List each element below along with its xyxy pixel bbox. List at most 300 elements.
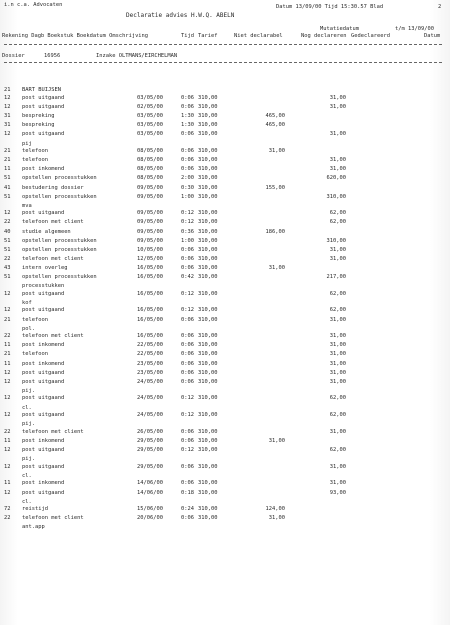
entry-description: bespreking	[22, 113, 55, 120]
entry-time: 0:42	[181, 274, 194, 280]
entry-time: 0:06	[181, 316, 194, 323]
entry-date: 14/06/00	[137, 489, 163, 496]
entry-date: 29/05/00	[137, 447, 163, 453]
entry-time: 0:12	[181, 307, 194, 314]
table-row	[0, 247, 450, 253]
dossier-number: 16956	[44, 53, 61, 59]
entry-note: pol.	[22, 325, 35, 332]
entry-to-declare: 62,00	[329, 447, 346, 453]
entry-description: telefoon met client	[22, 255, 84, 262]
entry-time: 0:24	[181, 506, 194, 513]
entry-note-row	[0, 524, 450, 530]
entry-rate: 310,00	[198, 447, 218, 453]
entry-time: 0:06	[181, 437, 194, 444]
table-row	[0, 113, 450, 119]
entry-date: 12/05/00	[137, 255, 163, 262]
table-row	[0, 274, 450, 280]
entry-to-declare: 62,00	[329, 412, 346, 419]
mutation-date-label: Mutatiedatum	[320, 26, 359, 32]
entry-description: telefoon	[22, 157, 48, 164]
entry-date: 08/05/00	[137, 157, 163, 164]
entry-rate: 310,00	[198, 290, 218, 297]
entry-code: 72	[4, 506, 11, 513]
entry-rate: 310,00	[198, 104, 218, 111]
entry-note-row	[0, 203, 450, 209]
entry-note: cl.	[22, 472, 32, 479]
entry-description: bespreking	[22, 122, 55, 129]
entry-description: opstellen processtukken	[22, 274, 97, 280]
entry-time: 0:06	[181, 131, 194, 138]
entry-code: 22	[4, 515, 11, 522]
entry-rate: 310,00	[198, 489, 218, 496]
entry-description: post uitgaand	[22, 131, 65, 138]
entry-date: 29/05/00	[137, 437, 163, 444]
entry-to-declare: 62,00	[329, 290, 346, 297]
entry-rate: 310,00	[198, 428, 218, 435]
entry-description: telefoon met client	[22, 333, 84, 340]
entry-date: 29/05/00	[137, 463, 163, 470]
table-row	[0, 464, 450, 470]
page-title: Declaratie advies H.W.Q. ABELN	[126, 12, 235, 19]
entry-note: kof	[22, 299, 32, 306]
table-row	[0, 490, 450, 496]
entry-date: 16/05/00	[137, 290, 163, 297]
entry-rate: 310,00	[198, 307, 218, 314]
table-row	[0, 333, 450, 339]
entry-code: 21	[4, 316, 11, 323]
entry-time: 0:30	[181, 184, 194, 191]
entry-note: processtukken	[22, 283, 65, 290]
entry-to-declare: 620,00	[326, 175, 346, 182]
entry-code: 31	[4, 113, 11, 120]
entry-date: 08/05/00	[137, 166, 163, 173]
table-row	[0, 104, 450, 110]
entry-time: 0:06	[181, 148, 194, 155]
entry-description: post uitgaand	[22, 412, 65, 419]
entry-code: 12	[4, 463, 11, 470]
entry-time: 0:06	[181, 360, 194, 367]
table-row	[0, 447, 450, 453]
entry-date: 08/05/00	[137, 148, 163, 155]
entry-rate: 310,00	[198, 316, 218, 323]
entry-to-declare: 31,00	[329, 378, 346, 385]
entry-description: post inkomend	[22, 166, 65, 173]
entry-code: 11	[4, 166, 11, 173]
table-row	[0, 175, 450, 181]
entry-not-declarable: 124,00	[265, 506, 285, 513]
entry-to-declare: 31,00	[329, 255, 346, 262]
entry-code: 22	[4, 219, 11, 226]
table-row	[0, 131, 450, 137]
entry-date: 23/05/00	[137, 369, 163, 376]
entry-description: post inkomend	[22, 360, 65, 367]
entry-code: 12	[4, 131, 11, 138]
table-row	[0, 379, 450, 385]
entry-description: studie algemeen	[22, 228, 71, 235]
entry-code: 40	[4, 228, 11, 235]
entry-description: reistijd	[22, 506, 48, 513]
entry-rate: 310,00	[198, 95, 218, 101]
entry-rate: 310,00	[198, 237, 218, 244]
entry-code: 12	[4, 447, 11, 453]
entry-date: 08/05/00	[137, 175, 163, 182]
entry-code: 12	[4, 489, 11, 496]
entry-code: 11	[4, 360, 11, 367]
entry-description: telefoon met client	[22, 428, 84, 435]
column-header-time: Tijd	[181, 33, 194, 39]
entry-description: post uitgaand	[22, 378, 65, 385]
entry-time: 0:12	[181, 210, 194, 217]
entry-rate: 310,00	[198, 264, 218, 271]
entry-not-declarable: 465,00	[265, 113, 285, 120]
column-header-date: Datum	[424, 33, 441, 39]
entry-rate: 310,00	[198, 506, 218, 513]
entry-code: 21	[4, 148, 11, 155]
entry-code: 51	[4, 246, 11, 253]
column-header-declared: Gedeclareerd	[351, 33, 390, 39]
table-row	[0, 194, 450, 200]
table-row	[0, 370, 450, 376]
entry-description: telefoon	[22, 148, 48, 155]
entry-to-declare: 62,00	[329, 210, 346, 217]
entry-code: 31	[4, 122, 11, 129]
column-header-rate: Tarief	[198, 33, 218, 39]
entry-description: bestudering dossier	[22, 184, 84, 191]
entry-date: 20/06/00	[137, 515, 163, 522]
entry-time: 0:12	[181, 290, 194, 297]
entry-to-declare: 31,00	[329, 333, 346, 340]
entry-note: mva	[22, 202, 32, 209]
entry-not-declarable: 186,00	[265, 228, 285, 235]
entry-code: 12	[4, 210, 11, 217]
entry-to-declare: 31,00	[329, 351, 346, 358]
entry-rate: 310,00	[198, 122, 218, 129]
entry-rate: 310,00	[198, 255, 218, 262]
entry-code: 12	[4, 290, 11, 297]
entry-rate: 310,00	[198, 131, 218, 138]
entry-rate: 310,00	[198, 437, 218, 444]
entry-not-declarable: 465,00	[265, 122, 285, 129]
entry-date: 09/05/00	[137, 228, 163, 235]
entry-date: 02/05/00	[137, 104, 163, 111]
entry-rate: 310,00	[198, 175, 218, 182]
entry-description: opstellen processtukken	[22, 246, 97, 253]
entry-to-declare: 31,00	[329, 131, 346, 138]
entry-date: 24/05/00	[137, 395, 163, 402]
entry-note: cl.	[22, 404, 32, 411]
column-headers-left: Rekening Dagb Boekstuk Boekdatum Omschrijving	[2, 33, 149, 39]
entry-time: 0:12	[181, 447, 194, 453]
table-row	[0, 95, 450, 101]
entry-rate: 310,00	[198, 360, 218, 367]
entry-time: 0:12	[181, 412, 194, 419]
table-row	[0, 166, 450, 172]
entry-description: post uitgaand	[22, 369, 65, 376]
entry-description: intern overleg	[22, 264, 68, 271]
entry-code: 12	[4, 104, 11, 111]
entry-description: post uitgaand	[22, 463, 65, 470]
entry-code: 51	[4, 274, 11, 280]
entry-date: 16/05/00	[137, 307, 163, 314]
entry-note-row	[0, 388, 450, 394]
entry-description: post uitgaand	[22, 210, 65, 217]
table-row	[0, 506, 450, 512]
table-row	[0, 361, 450, 367]
entry-code: 12	[4, 395, 11, 402]
entry-rate: 310,00	[198, 395, 218, 402]
entry-to-declare: 31,00	[329, 480, 346, 487]
entry-description: post uitgaand	[22, 290, 65, 297]
entry-code: 11	[4, 342, 11, 349]
entry-to-declare: 310,00	[326, 193, 346, 200]
entry-to-declare: 31,00	[329, 369, 346, 376]
entry-time: 0:06	[181, 369, 194, 376]
entry-not-declarable: 31,00	[268, 515, 285, 522]
dossier-divider	[4, 62, 442, 63]
entry-time: 0:06	[181, 515, 194, 522]
entry-code: 11	[4, 480, 11, 487]
entry-time: 0:06	[181, 428, 194, 435]
entry-time: 0:06	[181, 480, 194, 487]
entry-description: post uitgaand	[22, 307, 65, 314]
entry-time: 1:00	[181, 237, 194, 244]
entry-date: 03/05/00	[137, 113, 163, 120]
table-row	[0, 291, 450, 297]
entry-rate: 310,00	[198, 184, 218, 191]
entry-code: 43	[4, 264, 11, 271]
entry-date: 16/05/00	[137, 333, 163, 340]
entry-date: 03/05/00	[137, 122, 163, 129]
print-datetime: Datum 13/09/00 Tijd 15:30.57 Blad	[276, 4, 384, 10]
entry-to-declare: 62,00	[329, 307, 346, 314]
entry-to-declare: 31,00	[329, 463, 346, 470]
entry-rate: 310,00	[198, 148, 218, 155]
entry-date: 15/06/00	[137, 506, 163, 513]
entry-date: 24/05/00	[137, 412, 163, 419]
entry-note-row	[0, 141, 450, 147]
entry-note-row	[0, 326, 450, 332]
entry-time: 0:06	[181, 95, 194, 101]
entry-time: 0:06	[181, 166, 194, 173]
entry-code: 12	[4, 95, 11, 101]
entry-rate: 310,00	[198, 113, 218, 120]
entry-note: ant.app	[22, 524, 45, 531]
dossier-matter: Inzake OLTMANS/EIRCHELMAN	[96, 53, 178, 59]
entry-date: 16/05/00	[137, 264, 163, 271]
entry-rate: 310,00	[198, 166, 218, 173]
entry-to-declare: 31,00	[329, 360, 346, 367]
entry-code: 41	[4, 184, 11, 191]
header-divider	[4, 44, 442, 45]
entry-to-declare: 31,00	[329, 428, 346, 435]
entry-to-declare: 31,00	[329, 104, 346, 111]
entry-time: 2:00	[181, 175, 194, 182]
entry-date: 09/05/00	[137, 210, 163, 217]
entry-date: 10/05/00	[137, 246, 163, 253]
entry-time: 1:30	[181, 122, 194, 129]
entry-date: 03/05/00	[137, 95, 163, 101]
entry-rate: 310,00	[198, 157, 218, 164]
table-row	[0, 480, 450, 486]
entry-to-declare: 62,00	[329, 395, 346, 402]
entry-to-declare: 31,00	[329, 342, 346, 349]
entry-note-row	[0, 300, 450, 306]
entry-date: 09/05/00	[137, 237, 163, 244]
entry-time: 0:06	[181, 246, 194, 253]
table-row	[0, 412, 450, 418]
table-row	[0, 429, 450, 435]
entry-date: 03/05/00	[137, 131, 163, 138]
entry-time: 0:12	[181, 219, 194, 226]
entry-rate: 310,00	[198, 463, 218, 470]
entry-time: 1:30	[181, 113, 194, 120]
entry-time: 1:00	[181, 193, 194, 200]
page-number: 2	[438, 4, 442, 10]
entry-rate: 310,00	[198, 342, 218, 349]
entry-rate: 310,00	[198, 210, 218, 217]
table-row	[0, 307, 450, 313]
table-row	[0, 351, 450, 357]
entry-to-declare: 31,00	[329, 166, 346, 173]
entry-description: opstellen processtukken	[22, 193, 97, 200]
entry-code: 12	[4, 369, 11, 376]
entry-note-row	[0, 456, 450, 462]
entry-not-declarable: 31,00	[268, 148, 285, 155]
entry-time: 0:06	[181, 104, 194, 111]
entry-code: 12	[4, 307, 11, 314]
entry-description: post inkomend	[22, 480, 65, 487]
entry-to-declare: 62,00	[329, 219, 346, 226]
table-row	[0, 265, 450, 271]
entry-rate: 310,00	[198, 351, 218, 358]
entry-note: pij.	[22, 387, 35, 394]
entry-code: 21	[4, 351, 11, 358]
entry-code: 51	[4, 237, 11, 244]
entry-to-declare: 93,00	[329, 489, 346, 496]
entry-code: 51	[4, 193, 11, 200]
entry-time: 0:06	[181, 255, 194, 262]
entry-description: post uitgaand	[22, 489, 65, 496]
entry-rate: 310,00	[198, 228, 218, 235]
entry-date: 26/05/00	[137, 428, 163, 435]
entry-rate: 310,00	[198, 412, 218, 419]
entry-note-row	[0, 405, 450, 411]
entry-date: 14/06/00	[137, 480, 163, 487]
entry-time: 0:36	[181, 228, 194, 235]
entry-note: pij.	[22, 421, 35, 428]
entry-date: 09/05/00	[137, 184, 163, 191]
entry-to-declare: 310,00	[326, 237, 346, 244]
entry-description: telefoon	[22, 316, 48, 323]
entry-note: pij	[22, 140, 32, 147]
firm-name: i.n c.a. Advocaten	[4, 2, 63, 8]
entry-rate: 310,00	[198, 378, 218, 385]
entry-rate: 310,00	[198, 274, 218, 280]
entry-description: post uitgaand	[22, 395, 65, 402]
column-header-not-declarable: Niet declarabel	[234, 33, 283, 39]
entry-to-declare: 31,00	[329, 316, 346, 323]
dossier-label: Dossier	[2, 53, 25, 59]
entry-to-declare: 31,00	[329, 95, 346, 101]
entry-description: post uitgaand	[22, 95, 65, 101]
entry-date: 23/05/00	[137, 360, 163, 367]
entry-code: 11	[4, 437, 11, 444]
mutation-date-range: t/m 13/09/00	[395, 26, 434, 32]
entry-rate: 310,00	[198, 515, 218, 522]
entry-rate: 310,00	[198, 333, 218, 340]
table-row	[0, 185, 450, 191]
table-row	[0, 229, 450, 235]
entry-rate: 310,00	[198, 369, 218, 376]
entry-code: 12	[4, 412, 11, 419]
entry-description: post uitgaand	[22, 447, 65, 453]
entry-note-row	[0, 473, 450, 479]
entry-to-declare: 217,00	[326, 274, 346, 280]
entry-date: 09/05/00	[137, 193, 163, 200]
entry-note: cl.	[22, 498, 32, 505]
table-row	[0, 395, 450, 401]
table-row	[0, 148, 450, 154]
entry-to-declare: 31,00	[329, 246, 346, 253]
entry-time: 0:06	[181, 157, 194, 164]
entry-time: 0:06	[181, 351, 194, 358]
entry-code: 21	[4, 157, 11, 164]
entry-time: 0:06	[181, 378, 194, 385]
section-code: 21	[4, 87, 11, 93]
entry-description: telefoon met client	[22, 219, 84, 226]
table-row	[0, 157, 450, 163]
entry-time: 0:18	[181, 489, 194, 496]
table-row	[0, 210, 450, 216]
entry-time: 0:06	[181, 264, 194, 271]
entry-rate: 310,00	[198, 246, 218, 253]
entry-time: 0:12	[181, 395, 194, 402]
entry-time: 0:06	[181, 342, 194, 349]
entry-not-declarable: 31,00	[268, 264, 285, 271]
entry-date: 22/05/00	[137, 342, 163, 349]
entry-not-declarable: 155,00	[265, 184, 285, 191]
entry-date: 09/05/00	[137, 219, 163, 226]
entry-note: pij.	[22, 456, 35, 463]
entry-to-declare: 31,00	[329, 157, 346, 164]
entry-description: post uitgaand	[22, 104, 65, 111]
table-row	[0, 317, 450, 323]
entry-note-row	[0, 421, 450, 427]
table-row	[0, 342, 450, 348]
entry-description: opstellen processtukken	[22, 237, 97, 244]
entry-time: 0:06	[181, 333, 194, 340]
entry-description: telefoon met client	[22, 515, 84, 522]
table-row	[0, 438, 450, 444]
entry-description: post inkomend	[22, 437, 65, 444]
table-row	[0, 122, 450, 128]
entry-code: 22	[4, 255, 11, 262]
entry-date: 22/05/00	[137, 351, 163, 358]
entry-date: 24/05/00	[137, 378, 163, 385]
entry-code: 22	[4, 333, 11, 340]
table-row	[0, 515, 450, 521]
entry-description: telefoon	[22, 351, 48, 358]
entry-note-row	[0, 499, 450, 505]
entry-rate: 310,00	[198, 480, 218, 487]
entry-rate: 310,00	[198, 219, 218, 226]
table-row	[0, 256, 450, 262]
entry-not-declarable: 31,00	[268, 437, 285, 444]
table-row	[0, 238, 450, 244]
entry-code: 51	[4, 175, 11, 182]
entry-description: post inkomend	[22, 342, 65, 349]
entry-code: 12	[4, 378, 11, 385]
